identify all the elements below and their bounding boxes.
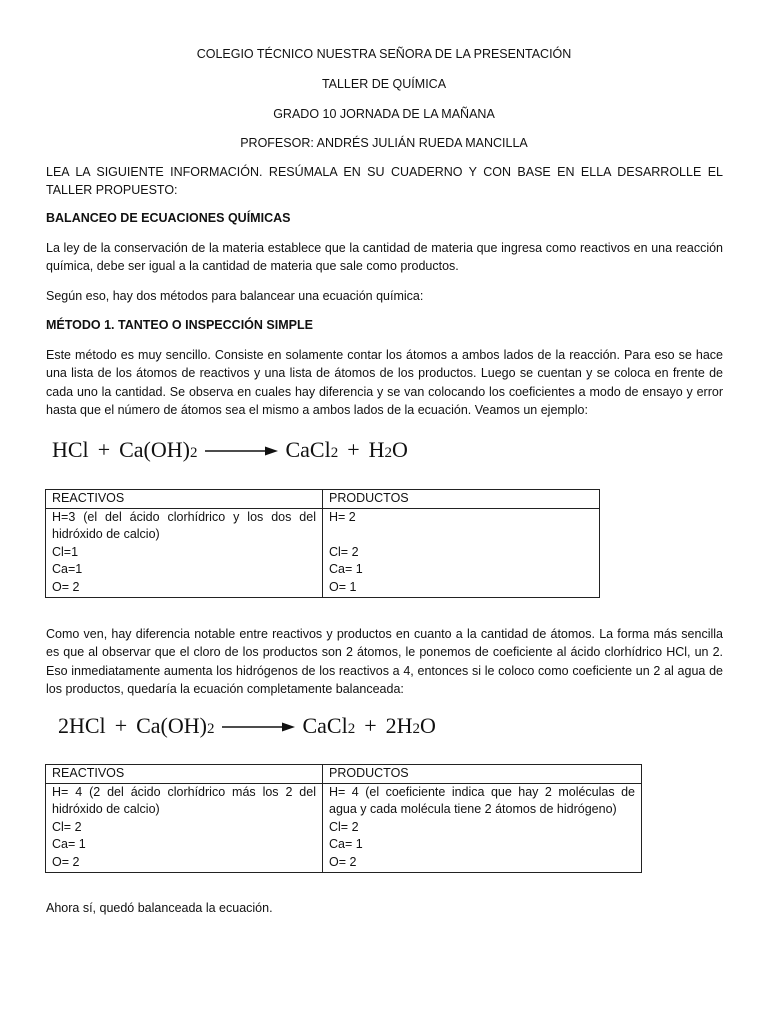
methods-paragraph: Según eso, hay dos métodos para balancear una ecuación química: — [46, 289, 424, 303]
table1-reactivos-cell — [46, 508, 323, 597]
eq1-reactant-caoh: Ca(OH) — [119, 437, 190, 462]
atom-count-table-1 — [45, 489, 600, 598]
table1-productos-cl: Cl= 2 — [329, 544, 359, 559]
eq1-product-h: H — [368, 437, 385, 462]
table2-productos-ca: Ca= 1 — [329, 837, 363, 852]
table2-reactivos-ca: Ca= 1 — [52, 837, 86, 852]
table2-header-productos: PRODUCTOS — [323, 765, 642, 784]
section-title: BALANCEO DE ECUACIONES QUÍMICAS — [46, 211, 291, 225]
eq1-reactant-hcl: HCl — [52, 437, 89, 462]
workshop-title: TALLER DE QUÍMICA — [321, 77, 447, 91]
table1-productos-cell — [323, 508, 600, 597]
atom-count-table-2 — [45, 764, 642, 873]
eq2-product-o: O — [420, 713, 436, 738]
eq1-product-cacl: CaCl — [285, 437, 331, 462]
teacher-line: PROFESOR: ANDRÉS JULIÁN RUEDA MANCILLA — [240, 136, 528, 150]
reaction-arrow-icon — [220, 721, 296, 733]
table1-reactivos-o: O= 2 — [52, 579, 80, 594]
table1-header-reactivos: REACTIVOS — [46, 490, 323, 509]
explanation-paragraph: Como ven, hay diferencia notable entre reactivos y productos en cuanto a la cantidad de átomos. La forma más sencilla es que al observar que el cloro de los productos son 2 átomos, le ponemos de coeficiente al ácido clorhídrico HCl, un 2. Eso inmediatamente aumenta los hidrógenos de los reactivos a 4, entonces si le coloco como coeficiente un 2 al agua de los productos, quedaría la ecuación completamente balanceada: — [46, 627, 723, 697]
eq1-plus-2: + — [347, 437, 360, 462]
table2-productos-h: H= 4 (el coeficiente indica que hay 2 moléculas de agua y cada molécula tiene 2 átomos de hidrógeno) — [329, 784, 635, 817]
table1-reactivos-cl: Cl=1 — [52, 544, 79, 559]
eq1-product-o: O — [392, 437, 408, 462]
reaction-arrow-icon — [203, 445, 279, 457]
eq2-plus-2: + — [364, 713, 377, 738]
balanced-equation: 2HCl + Ca(OH) 2 CaCl 2 + 2H 2 O — [58, 713, 436, 738]
conservation-paragraph: La ley de la conservación de la materia establece que la cantidad de materia que ingresa como reactivos en una reacción química, debe ser igual a la cantidad de materia que sale como productos. — [46, 241, 723, 274]
table1-productos-blank — [329, 526, 593, 544]
intro-instructions: LEA LA SIGUIENTE INFORMACIÓN. RESÚMALA EN SU CUADERNO Y CON BASE EN ELLA DESARROLLE EL TALLER PROPUESTO: — [46, 165, 723, 198]
table1-productos-ca: Ca= 1 — [329, 562, 363, 577]
unbalanced-equation: HCl + Ca(OH) 2 CaCl 2 + H 2 O — [52, 437, 408, 462]
table2-reactivos-cl: Cl= 2 — [52, 819, 82, 834]
table1-productos-h: H= 2 — [329, 509, 356, 524]
table1-header-productos: PRODUCTOS — [323, 490, 600, 509]
eq2-plus: + — [114, 713, 128, 738]
method1-paragraph: Este método es muy sencillo. Consiste en solamente contar los átomos a ambos lados de la reacción. Para eso se hace una lista de los átomos de reactivos y una lista de átomos de los productos. Luego se cuentan y se coloca en frente de cada uno la cantidad. Se observa en cuales hay diferencia y se van colocando los coeficientes a modo de ensayo y error hasta que el número de átomos sea el mismo a ambos lados de la ecuación. Veamos un ejemplo: — [46, 348, 723, 418]
eq1-plus: + — [97, 437, 111, 462]
eq2-product-h: 2H — [385, 713, 413, 738]
eq2-product-cacl: CaCl — [302, 713, 348, 738]
table2-reactivos-cell — [46, 783, 323, 872]
eq2-reactant-caoh: Ca(OH) — [136, 713, 207, 738]
table2-productos-cell — [323, 783, 642, 872]
conclusion-text: Ahora sí, quedó balanceada la ecuación. — [46, 901, 273, 915]
eq2-reactant-hcl: 2HCl — [58, 713, 106, 738]
table2-productos-o: O= 2 — [329, 854, 357, 869]
grade-line: GRADO 10 JORNADA DE LA MAÑANA — [273, 107, 495, 121]
table1-reactivos-h: H=3 (el del ácido clorhídrico y los dos del hidróxido de calcio) — [52, 509, 316, 542]
table1-productos-o: O= 1 — [329, 579, 357, 594]
table2-header-reactivos: REACTIVOS — [46, 765, 323, 784]
table1-reactivos-ca: Ca=1 — [52, 562, 83, 577]
table2-reactivos-o: O= 2 — [52, 854, 80, 869]
table2-reactivos-h: H= 4 (2 del ácido clorhídrico más los 2 del hidróxido de calcio) — [52, 784, 316, 817]
school-name: COLEGIO TÉCNICO NUESTRA SEÑORA DE LA PRESENTACIÓN — [196, 47, 572, 61]
method1-title: MÉTODO 1. TANTEO O INSPECCIÓN SIMPLE — [46, 318, 313, 332]
table2-productos-cl: Cl= 2 — [329, 819, 359, 834]
